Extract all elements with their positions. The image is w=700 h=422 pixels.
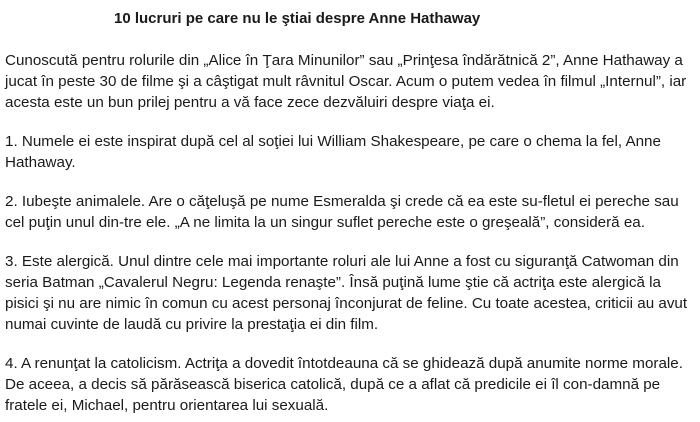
fact-2-paragraph: 2. Iubeşte animalele. Are o căţeluşă pe nume Esmeralda şi crede că ea este su-fletul ei pereche sau cel puţin unul din-tre ele. „A ne limita la un singur suflet pereche este o greşeală”, consideră ea. bbox=[5, 193, 679, 231]
fact-1-paragraph: 1. Numele ei este inspirat după cel al soţiei lui William Shakespeare, pe care o chema la fel, Anne Hathaway. bbox=[5, 133, 661, 171]
intro-paragraph: Cunoscută pentru rolurile din „Alice în Ţara Minunilor” sau „Prinţesa îndărătnică 2”, Anne Hathaway a jucat în peste 30 de filme şi a câştigat mult râvnitul Oscar. Acum o putem vedea în filmul „Internul”, iar acesta este un bun prilej pentru a vă face zece dezvăluiri despre viaţa ei. bbox=[5, 52, 687, 111]
article-title: 10 lucruri pe care nu le ştiai despre Anne Hathaway bbox=[114, 10, 481, 27]
fact-4-paragraph: 4. A renunţat la catolicism. Actriţa a dovedit întotdeauna că se ghidează după anumite norme morale. De aceea, a decis să părăsească biserica catolică, după ce a aflat că predicile ei îl con-damnă pe fratele ei, Michael, pentru orientarea lui sexuală. bbox=[5, 355, 683, 414]
fact-3-paragraph: 3. Este alergică. Unul dintre cele mai importante roluri ale lui Anne a fost cu siguranţă Catwoman din seria Batman „Cavalerul Negru: Legenda renaşte”. Însă puţină lume ştie că actriţa este alergică la pisici şi nu are nimic în comun cu acest personaj înconjurat de feline. Cu toate acestea, criticii au avut numai cuvinte de laudă cu privire la prestaţia ei din film. bbox=[5, 253, 688, 333]
